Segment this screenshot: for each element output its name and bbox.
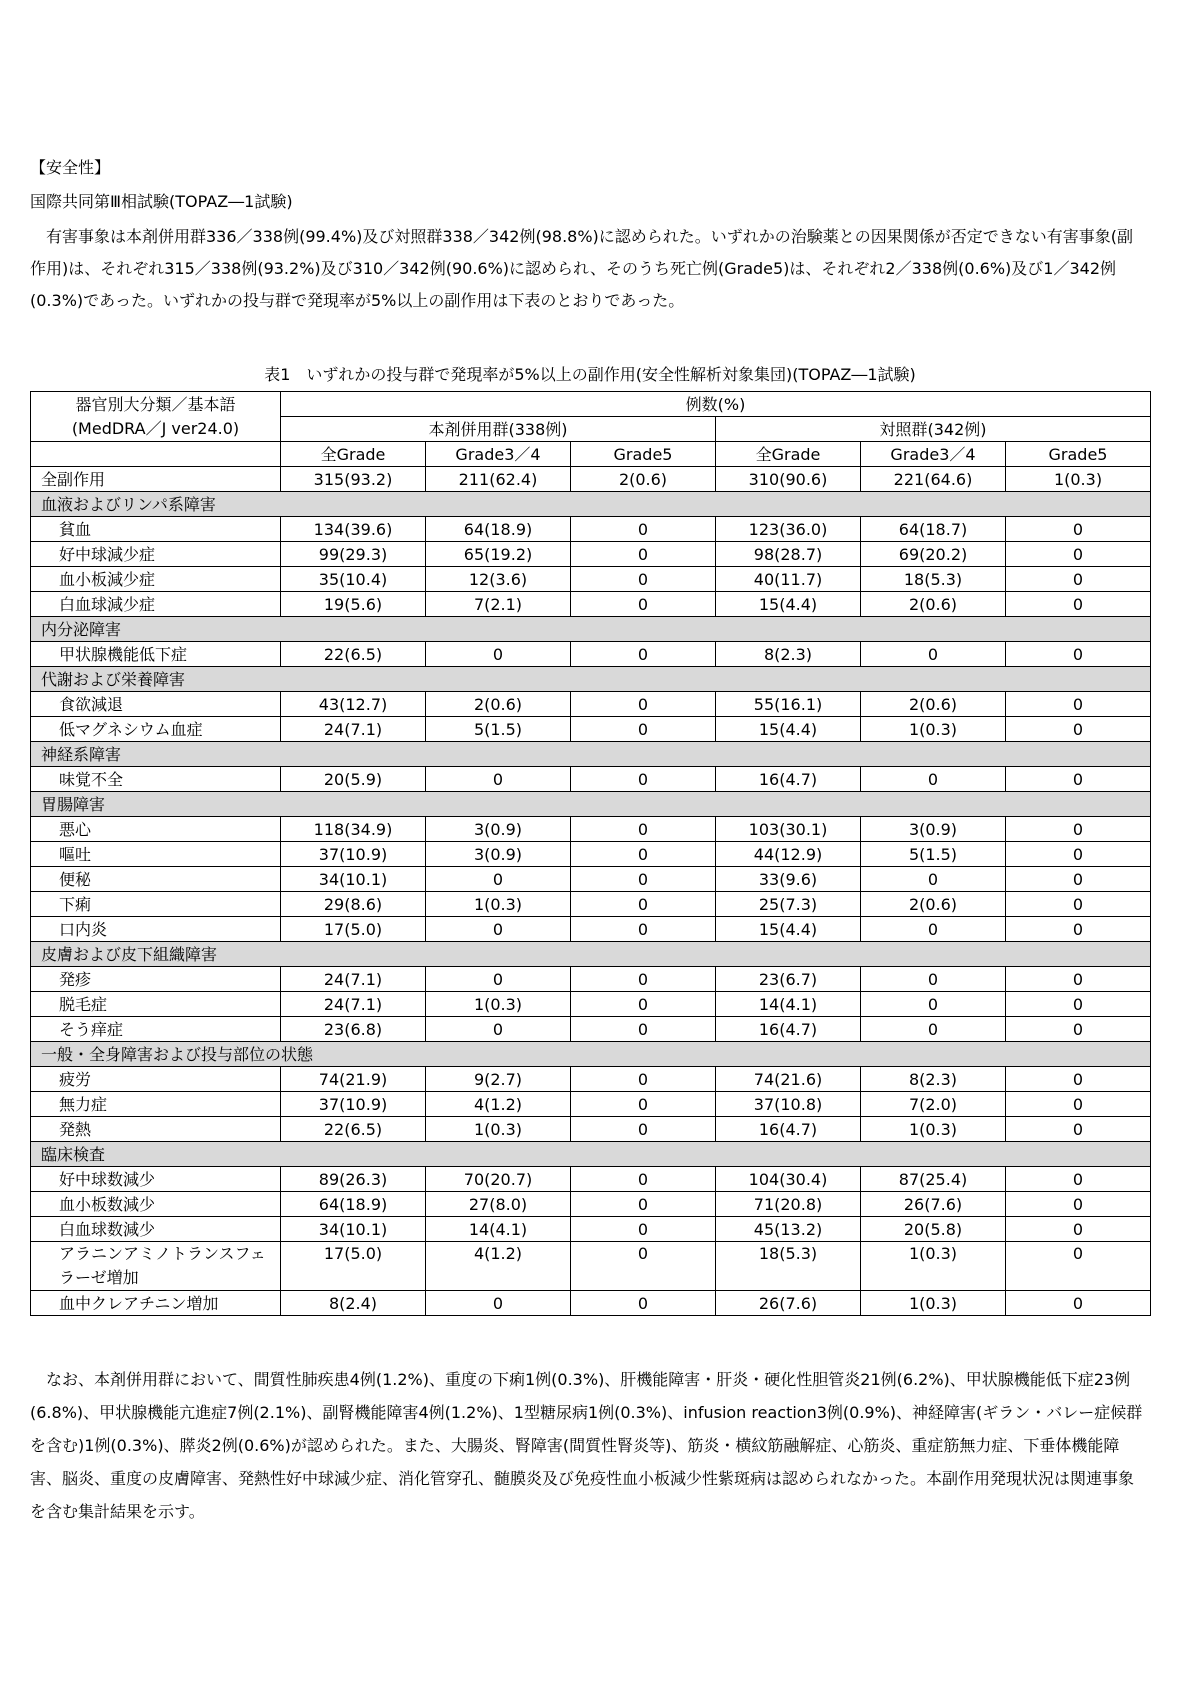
table-cell: 37(10.9): [281, 842, 426, 867]
category-row: [31, 1042, 1151, 1067]
table-cell: 19(5.6): [281, 592, 426, 617]
grade-header: 全Grade: [716, 442, 861, 467]
table-cell: 23(6.8): [281, 1017, 426, 1042]
table-cell: 0: [571, 842, 716, 867]
table-cell: 211(62.4): [426, 467, 571, 492]
table-cell: 0: [571, 1017, 716, 1042]
table-cell: 40(11.7): [716, 567, 861, 592]
term-label: 嘔吐: [31, 842, 281, 867]
table-cell: 0: [571, 867, 716, 892]
table-cell: 0: [571, 592, 716, 617]
table-cell: 1(0.3): [861, 1291, 1006, 1316]
table-cell: 0: [1006, 992, 1151, 1017]
term-label: 白血球減少症: [31, 592, 281, 617]
term-label: 発疹: [31, 967, 281, 992]
table-cell: 0: [861, 867, 1006, 892]
table-row: [31, 642, 1151, 667]
table-cell: 64(18.9): [281, 1192, 426, 1217]
table-cell: 0: [1006, 1067, 1151, 1092]
table-cell: 9(2.7): [426, 1067, 571, 1092]
header-n: 例数(%): [281, 392, 1151, 417]
table-cell: 0: [571, 517, 716, 542]
grade-header: 全Grade: [281, 442, 426, 467]
term-label: 発熱: [31, 1117, 281, 1142]
section-title: 【安全性】: [30, 158, 111, 177]
table-cell: 65(19.2): [426, 542, 571, 567]
table-cell: 0: [1006, 1167, 1151, 1192]
table-cell: 1(0.3): [1006, 467, 1151, 492]
category-row: [31, 492, 1151, 517]
term-label: 下痢: [31, 892, 281, 917]
row-label: 全副作用: [31, 467, 281, 492]
table-cell: 221(64.6): [861, 467, 1006, 492]
table-cell: 37(10.8): [716, 1092, 861, 1117]
table-cell: 0: [1006, 642, 1151, 667]
table-cell: 71(20.8): [716, 1192, 861, 1217]
table-cell: 16(4.7): [716, 1017, 861, 1042]
term-label: 疲労: [31, 1067, 281, 1092]
table-cell: 0: [571, 1067, 716, 1092]
term-label: 便秘: [31, 867, 281, 892]
term-label: 好中球数減少: [31, 1167, 281, 1192]
category-label: 一般・全身障害および投与部位の状態: [31, 1042, 1151, 1067]
table-cell: 0: [571, 1117, 716, 1142]
header-group1: 本剤併用群(338例): [281, 417, 716, 442]
table-cell: 22(6.5): [281, 642, 426, 667]
table-cell: 74(21.6): [716, 1067, 861, 1092]
table-cell: 0: [1006, 1217, 1151, 1242]
term-label: 無力症: [31, 1092, 281, 1117]
table-row: [31, 967, 1151, 992]
table-cell: 87(25.4): [861, 1167, 1006, 1192]
grade-header-blank: [31, 442, 281, 467]
table-cell: 0: [571, 1092, 716, 1117]
table-cell: 64(18.9): [426, 517, 571, 542]
table-cell: 0: [426, 867, 571, 892]
category-label: 血液およびリンパ系障害: [31, 492, 1151, 517]
table-cell: 2(0.6): [861, 692, 1006, 717]
all-reactions-row: [31, 467, 1151, 492]
table-cell: 18(5.3): [716, 1242, 861, 1291]
table-cell: 1(0.3): [861, 1117, 1006, 1142]
term-label: アラニンアミノトランスフェラーゼ増加: [31, 1242, 281, 1291]
table-cell: 14(4.1): [716, 992, 861, 1017]
table-cell: 0: [571, 767, 716, 792]
table-cell: 0: [861, 1017, 1006, 1042]
table-row: [31, 717, 1151, 742]
table-cell: 34(10.1): [281, 867, 426, 892]
category-label: 皮膚および皮下組織障害: [31, 942, 1151, 967]
table-cell: 4(1.2): [426, 1242, 571, 1291]
table-cell: 0: [1006, 567, 1151, 592]
term-label: 血小板減少症: [31, 567, 281, 592]
table-cell: 45(13.2): [716, 1217, 861, 1242]
table-cell: 99(29.3): [281, 542, 426, 567]
table-cell: 0: [426, 917, 571, 942]
term-label: そう痒症: [31, 1017, 281, 1042]
table-cell: 0: [1006, 967, 1151, 992]
table-row: [31, 892, 1151, 917]
table-cell: 8(2.3): [861, 1067, 1006, 1092]
table-cell: 0: [861, 992, 1006, 1017]
table-cell: 8(2.4): [281, 1291, 426, 1316]
table-cell: 1(0.3): [861, 717, 1006, 742]
term-label: 低マグネシウム血症: [31, 717, 281, 742]
grade-header: Grade3／4: [426, 442, 571, 467]
term-label: 甲状腺機能低下症: [31, 642, 281, 667]
table-cell: 0: [1006, 917, 1151, 942]
table-cell: 0: [1006, 542, 1151, 567]
table-row: [31, 867, 1151, 892]
table-row: [31, 1017, 1151, 1042]
table-cell: 0: [426, 967, 571, 992]
table-row: [31, 567, 1151, 592]
grade-header: Grade3／4: [861, 442, 1006, 467]
table-row: [31, 817, 1151, 842]
table-cell: 1(0.3): [426, 992, 571, 1017]
notes-paragraph: なお、本剤併用群において、間質性肺疾患4例(1.2%)、重度の下痢1例(0.3%)、肝機能障害・肝炎・硬化性胆管炎21例(6.2%)、甲状腺機能低下症23例(6.8%)、甲状腺機能亢進症7例(2.1%)、副腎機能障害4例(1.2%)、1型糖尿病1例(0.3%)、infusion reaction3例(0.9%)、神経障害(ギラン・バレー症候群を含む)1例(0.3%)、膵炎2例(0.6%)が認められた。また、大腸炎、腎障害(間質性腎炎等)、筋炎・横紋筋融解症、心筋炎、重症筋無力症、下垂体機能障害、脳炎、重度の皮膚障害、発熱性好中球減少症、消化管穿孔、髄膜炎及び免疫性血小板減少性紫斑病は認められなかった。本副作用発現状況は関連事象を含む集計結果を示す。: [30, 1370, 1143, 1521]
table-cell: 0: [571, 1167, 716, 1192]
term-label: 血小板数減少: [31, 1192, 281, 1217]
table-cell: 7(2.1): [426, 592, 571, 617]
term-label: 口内炎: [31, 917, 281, 942]
grade-header-row: [31, 442, 1151, 467]
table-cell: 2(0.6): [426, 692, 571, 717]
table-row: [31, 1242, 1151, 1291]
category-row: [31, 667, 1151, 692]
table-row: [31, 1217, 1151, 1242]
table-cell: 0: [571, 817, 716, 842]
adverse-reactions-table: [30, 391, 1151, 1316]
table-cell: 0: [571, 642, 716, 667]
category-label: 臨床検査: [31, 1142, 1151, 1167]
table-cell: 2(0.6): [571, 467, 716, 492]
table-cell: 26(7.6): [861, 1192, 1006, 1217]
table-cell: 24(7.1): [281, 717, 426, 742]
table-cell: 134(39.6): [281, 517, 426, 542]
table-cell: 0: [1006, 842, 1151, 867]
table-cell: 0: [571, 1217, 716, 1242]
table-row: [31, 692, 1151, 717]
table-cell: 24(7.1): [281, 992, 426, 1017]
table-cell: 16(4.7): [716, 767, 861, 792]
table-cell: 4(1.2): [426, 1092, 571, 1117]
header-soc-line2: (MedDRA／J ver24.0): [71, 418, 240, 438]
table-cell: 18(5.3): [861, 567, 1006, 592]
table-row: [31, 1167, 1151, 1192]
table-cell: 0: [1006, 592, 1151, 617]
table-cell: 3(0.9): [426, 817, 571, 842]
table-row: [31, 1192, 1151, 1217]
table-cell: 22(6.5): [281, 1117, 426, 1142]
table-cell: 0: [571, 542, 716, 567]
table-cell: 0: [861, 967, 1006, 992]
term-label: 白血球数減少: [31, 1217, 281, 1242]
intro-paragraph: 有害事象は本剤併用群336／338例(99.4%)及び対照群338／342例(98.8%)に認められた。いずれかの治験薬との因果関係が否定できない有害事象(副作用)は、それぞれ315／338例(93.2%)及び310／342例(90.6%)に認められ、そのうち死亡例(Grade5)は、それぞれ2／338例(0.6%)及び1／342例(0.3%)であった。いずれかの投与群で発現率が5%以上の副作用は下表のとおりであった。: [30, 227, 1134, 310]
table-cell: 12(3.6): [426, 567, 571, 592]
table-row: [31, 1092, 1151, 1117]
term-label: 味覚不全: [31, 767, 281, 792]
table-caption: 表1 いずれかの投与群で発現率が5%以上の副作用(安全性解析対象集団)(TOPAZ―1試験): [264, 365, 916, 384]
table-cell: 34(10.1): [281, 1217, 426, 1242]
table-cell: 0: [426, 1017, 571, 1042]
table-row: [31, 992, 1151, 1017]
table-cell: 55(16.1): [716, 692, 861, 717]
table-cell: 0: [571, 717, 716, 742]
header-soc: [31, 392, 281, 442]
table-row: [31, 842, 1151, 867]
table-cell: 17(5.0): [281, 917, 426, 942]
table-cell: 0: [1006, 1291, 1151, 1316]
table-cell: 15(4.4): [716, 717, 861, 742]
category-row: [31, 617, 1151, 642]
table-cell: 0: [571, 967, 716, 992]
table-cell: 25(7.3): [716, 892, 861, 917]
table-cell: 0: [426, 1291, 571, 1316]
table-cell: 0: [571, 1291, 716, 1316]
category-label: 代謝および栄養障害: [31, 667, 1151, 692]
table-cell: 2(0.6): [861, 592, 1006, 617]
table-cell: 17(5.0): [281, 1242, 426, 1291]
table-cell: 103(30.1): [716, 817, 861, 842]
table-cell: 26(7.6): [716, 1291, 861, 1316]
table-cell: 0: [571, 692, 716, 717]
table-cell: 14(4.1): [426, 1217, 571, 1242]
table-cell: 310(90.6): [716, 467, 861, 492]
table-cell: 0: [1006, 517, 1151, 542]
table-cell: 5(1.5): [426, 717, 571, 742]
table-cell: 23(6.7): [716, 967, 861, 992]
table-row: [31, 1291, 1151, 1316]
term-label: 貧血: [31, 517, 281, 542]
table-cell: 5(1.5): [861, 842, 1006, 867]
table-cell: 89(26.3): [281, 1167, 426, 1192]
table-cell: 0: [861, 917, 1006, 942]
table-cell: 0: [1006, 1242, 1151, 1291]
table-cell: 69(20.2): [861, 542, 1006, 567]
category-row: [31, 1142, 1151, 1167]
table-cell: 0: [571, 567, 716, 592]
table-row: [31, 592, 1151, 617]
table-cell: 0: [1006, 817, 1151, 842]
table-row: [31, 542, 1151, 567]
table-cell: 33(9.6): [716, 867, 861, 892]
table-cell: 0: [571, 917, 716, 942]
table-cell: 3(0.9): [861, 817, 1006, 842]
category-label: 胃腸障害: [31, 792, 1151, 817]
table-cell: 15(4.4): [716, 592, 861, 617]
table-cell: 20(5.9): [281, 767, 426, 792]
table-cell: 20(5.8): [861, 1217, 1006, 1242]
table-cell: 7(2.0): [861, 1092, 1006, 1117]
table-cell: 0: [571, 1192, 716, 1217]
table-cell: 43(12.7): [281, 692, 426, 717]
term-label: 血中クレアチニン増加: [31, 1291, 281, 1316]
grade-header: Grade5: [1006, 442, 1151, 467]
study-title: 国際共同第Ⅲ相試験(TOPAZ―1試験): [30, 192, 293, 211]
table-row: [31, 917, 1151, 942]
table-cell: 8(2.3): [716, 642, 861, 667]
table-cell: 0: [426, 767, 571, 792]
table-cell: 98(28.7): [716, 542, 861, 567]
table-row: [31, 767, 1151, 792]
table-cell: 64(18.7): [861, 517, 1006, 542]
table-cell: 37(10.9): [281, 1092, 426, 1117]
table-cell: 0: [426, 642, 571, 667]
table-cell: 315(93.2): [281, 467, 426, 492]
category-row: [31, 792, 1151, 817]
table-cell: 3(0.9): [426, 842, 571, 867]
category-label: 内分泌障害: [31, 617, 1151, 642]
table-row: [31, 1067, 1151, 1092]
table-cell: 0: [861, 642, 1006, 667]
term-label: 食欲減退: [31, 692, 281, 717]
table-cell: 118(34.9): [281, 817, 426, 842]
table-cell: 0: [1006, 1017, 1151, 1042]
table-cell: 16(4.7): [716, 1117, 861, 1142]
table-cell: 0: [1006, 692, 1151, 717]
table-cell: 27(8.0): [426, 1192, 571, 1217]
table-cell: 44(12.9): [716, 842, 861, 867]
table-cell: 1(0.3): [426, 1117, 571, 1142]
header-group2: 対照群(342例): [716, 417, 1151, 442]
table-cell: 24(7.1): [281, 967, 426, 992]
table-cell: 104(30.4): [716, 1167, 861, 1192]
table-row: [31, 517, 1151, 542]
term-label: 悪心: [31, 817, 281, 842]
table-cell: 74(21.9): [281, 1067, 426, 1092]
table-cell: 0: [1006, 1117, 1151, 1142]
category-row: [31, 942, 1151, 967]
table-cell: 29(8.6): [281, 892, 426, 917]
table-row: [31, 1117, 1151, 1142]
grade-header: Grade5: [571, 442, 716, 467]
table-cell: 0: [571, 892, 716, 917]
term-label: 脱毛症: [31, 992, 281, 1017]
header-soc-line1: 器官別大分類／基本語: [75, 394, 236, 414]
table-cell: 0: [1006, 867, 1151, 892]
table-cell: 0: [571, 992, 716, 1017]
table-cell: 70(20.7): [426, 1167, 571, 1192]
category-row: [31, 742, 1151, 767]
term-label: 好中球減少症: [31, 542, 281, 567]
table-cell: 0: [1006, 767, 1151, 792]
table-cell: 0: [571, 1242, 716, 1291]
table-cell: 0: [1006, 892, 1151, 917]
table-cell: 1(0.3): [861, 1242, 1006, 1291]
table-cell: 0: [1006, 1192, 1151, 1217]
table-cell: 123(36.0): [716, 517, 861, 542]
table-cell: 35(10.4): [281, 567, 426, 592]
table-cell: 15(4.4): [716, 917, 861, 942]
table-cell: 2(0.6): [861, 892, 1006, 917]
table-cell: 0: [861, 767, 1006, 792]
table-cell: 0: [1006, 1092, 1151, 1117]
category-label: 神経系障害: [31, 742, 1151, 767]
table-cell: 1(0.3): [426, 892, 571, 917]
table-cell: 0: [1006, 717, 1151, 742]
